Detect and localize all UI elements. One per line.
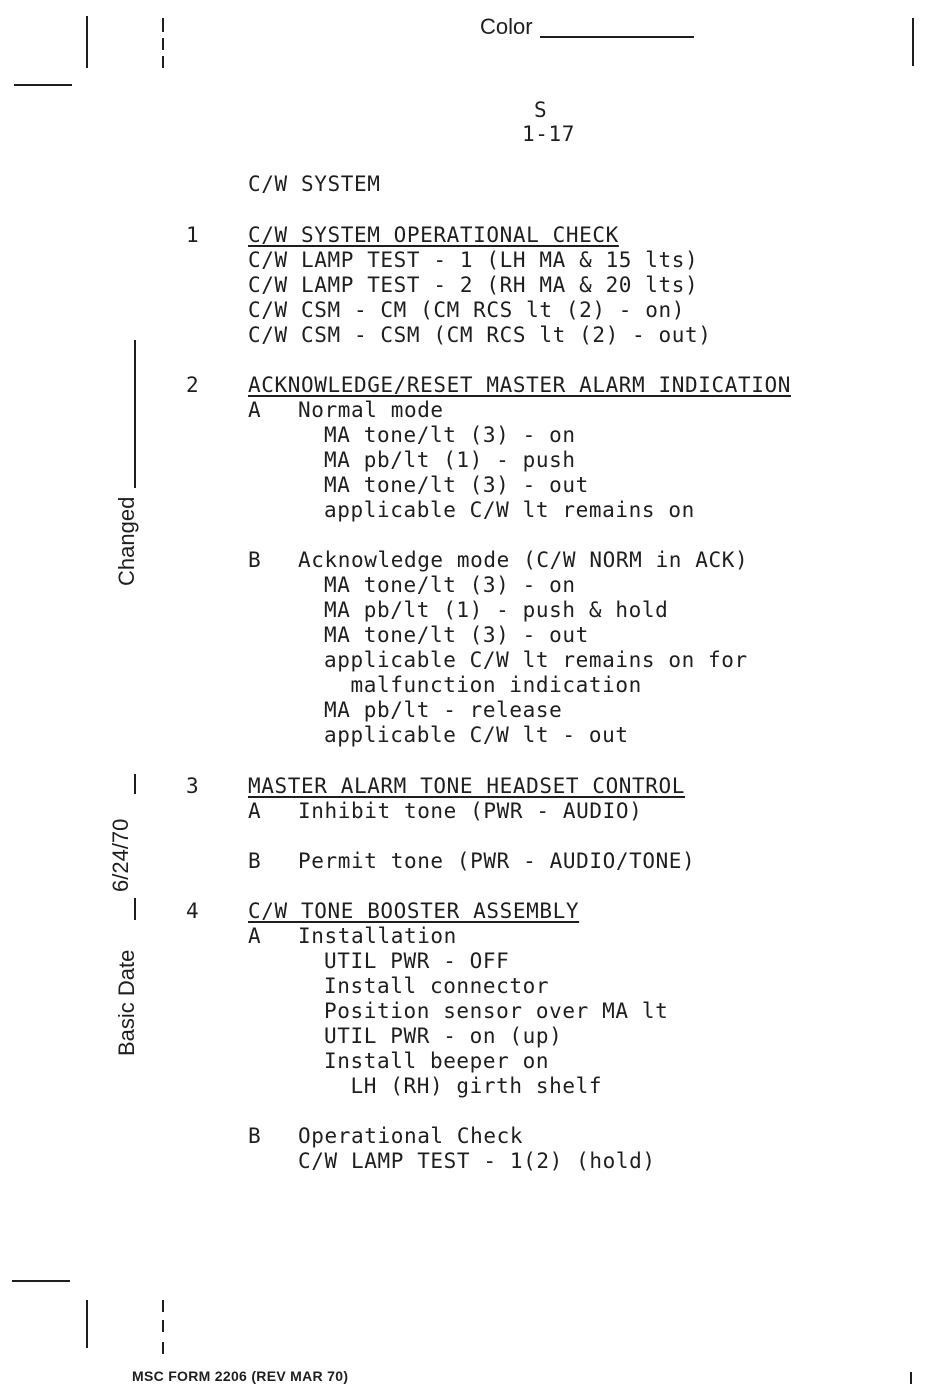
item-line: C/W LAMP TEST - 1 (LH MA & 15 lts) <box>248 248 699 272</box>
changed-field-line <box>134 340 136 488</box>
sub-letter: A <box>248 398 262 422</box>
changed-label: Changed <box>114 496 139 586</box>
item-number: 2 <box>186 373 200 397</box>
date-value: 6/24/70 <box>108 818 133 892</box>
cut-mark-top-dash-3 <box>162 56 164 68</box>
sub-title: Operational Check <box>298 1124 524 1148</box>
item-title: C/W TONE BOOSTER ASSEMBLY <box>248 899 580 923</box>
cut-mark-bottom-left <box>86 1300 88 1348</box>
item-line: C/W LAMP TEST - 2 (RH MA & 20 lts) <box>248 273 699 297</box>
sub-line: applicable C/W lt remains on <box>324 498 695 522</box>
item-line: C/W CSM - CM (CM RCS lt (2) - on) <box>248 298 686 322</box>
sub-letter: B <box>248 1124 262 1148</box>
sub-letter: A <box>248 799 262 823</box>
item-number: 3 <box>186 774 200 798</box>
cut-mark-top-horizontal <box>14 84 72 86</box>
cut-mark-bottom-right <box>910 1372 912 1384</box>
cut-mark-bottom-dash-1 <box>162 1300 164 1312</box>
basic-date-label: Basic Date <box>114 949 139 1056</box>
sub-line: Install beeper on <box>324 1049 550 1073</box>
form-label: MSC FORM 2206 (REV MAR 70) <box>132 1368 349 1384</box>
sub-line: MA tone/lt (3) - on <box>324 573 576 597</box>
sub-title: Permit tone (PWR - AUDIO/TONE) <box>298 849 696 873</box>
item-title: MASTER ALARM TONE HEADSET CONTROL <box>248 774 686 798</box>
sub-line: UTIL PWR - on (up) <box>324 1024 563 1048</box>
page-number: 1-17 <box>522 122 575 146</box>
sub-line: MA tone/lt (3) - out <box>324 623 589 647</box>
item-line: C/W CSM - CSM (CM RCS lt (2) - out) <box>248 323 712 347</box>
color-field-line <box>540 36 694 38</box>
sub-line: C/W LAMP TEST - 1(2) (hold) <box>298 1149 656 1173</box>
cut-mark-bottom-dash-2 <box>162 1320 164 1332</box>
sub-title: Acknowledge mode (C/W NORM in ACK) <box>298 548 749 572</box>
sub-letter: B <box>248 849 262 873</box>
cut-mark-bottom-horizontal <box>12 1280 70 1282</box>
sub-line: MA tone/lt (3) - out <box>324 473 589 497</box>
cut-mark-bottom-dash-3 <box>162 1342 164 1354</box>
date-line-bottom <box>134 898 136 920</box>
page-letter: S <box>534 98 548 122</box>
item-number: 1 <box>186 223 200 247</box>
sub-letter: A <box>248 924 262 948</box>
color-label: Color <box>480 14 533 39</box>
sub-line: applicable C/W lt remains on for <box>324 648 748 672</box>
sub-line: Install connector <box>324 974 550 998</box>
sub-line: applicable C/W lt - out <box>324 723 629 747</box>
sub-line: MA pb/lt (1) - push & hold <box>324 598 669 622</box>
cut-mark-top-left <box>86 16 88 68</box>
sub-letter: B <box>248 548 262 572</box>
sub-line: MA pb/lt (1) - push <box>324 448 576 472</box>
cut-mark-top-dash-2 <box>162 38 164 50</box>
item-title: C/W SYSTEM OPERATIONAL CHECK <box>248 223 619 247</box>
item-title: ACKNOWLEDGE/RESET MASTER ALARM INDICATION <box>248 373 791 397</box>
sub-line: MA pb/lt - release <box>324 698 563 722</box>
sub-line: Position sensor over MA lt <box>324 999 669 1023</box>
sub-line: UTIL PWR - OFF <box>324 949 510 973</box>
date-line-top <box>134 774 136 794</box>
sub-line: malfunction indication <box>324 673 642 697</box>
section-title: C/W SYSTEM <box>248 172 381 196</box>
cut-mark-top-dash-1 <box>162 18 164 32</box>
sub-title: Inhibit tone (PWR - AUDIO) <box>298 799 643 823</box>
cut-mark-top-right <box>912 18 914 66</box>
sub-title: Installation <box>298 924 457 948</box>
sub-line: LH (RH) girth shelf <box>324 1074 603 1098</box>
sub-line: MA tone/lt (3) - on <box>324 423 576 447</box>
sub-title: Normal mode <box>298 398 444 422</box>
item-number: 4 <box>186 899 200 923</box>
